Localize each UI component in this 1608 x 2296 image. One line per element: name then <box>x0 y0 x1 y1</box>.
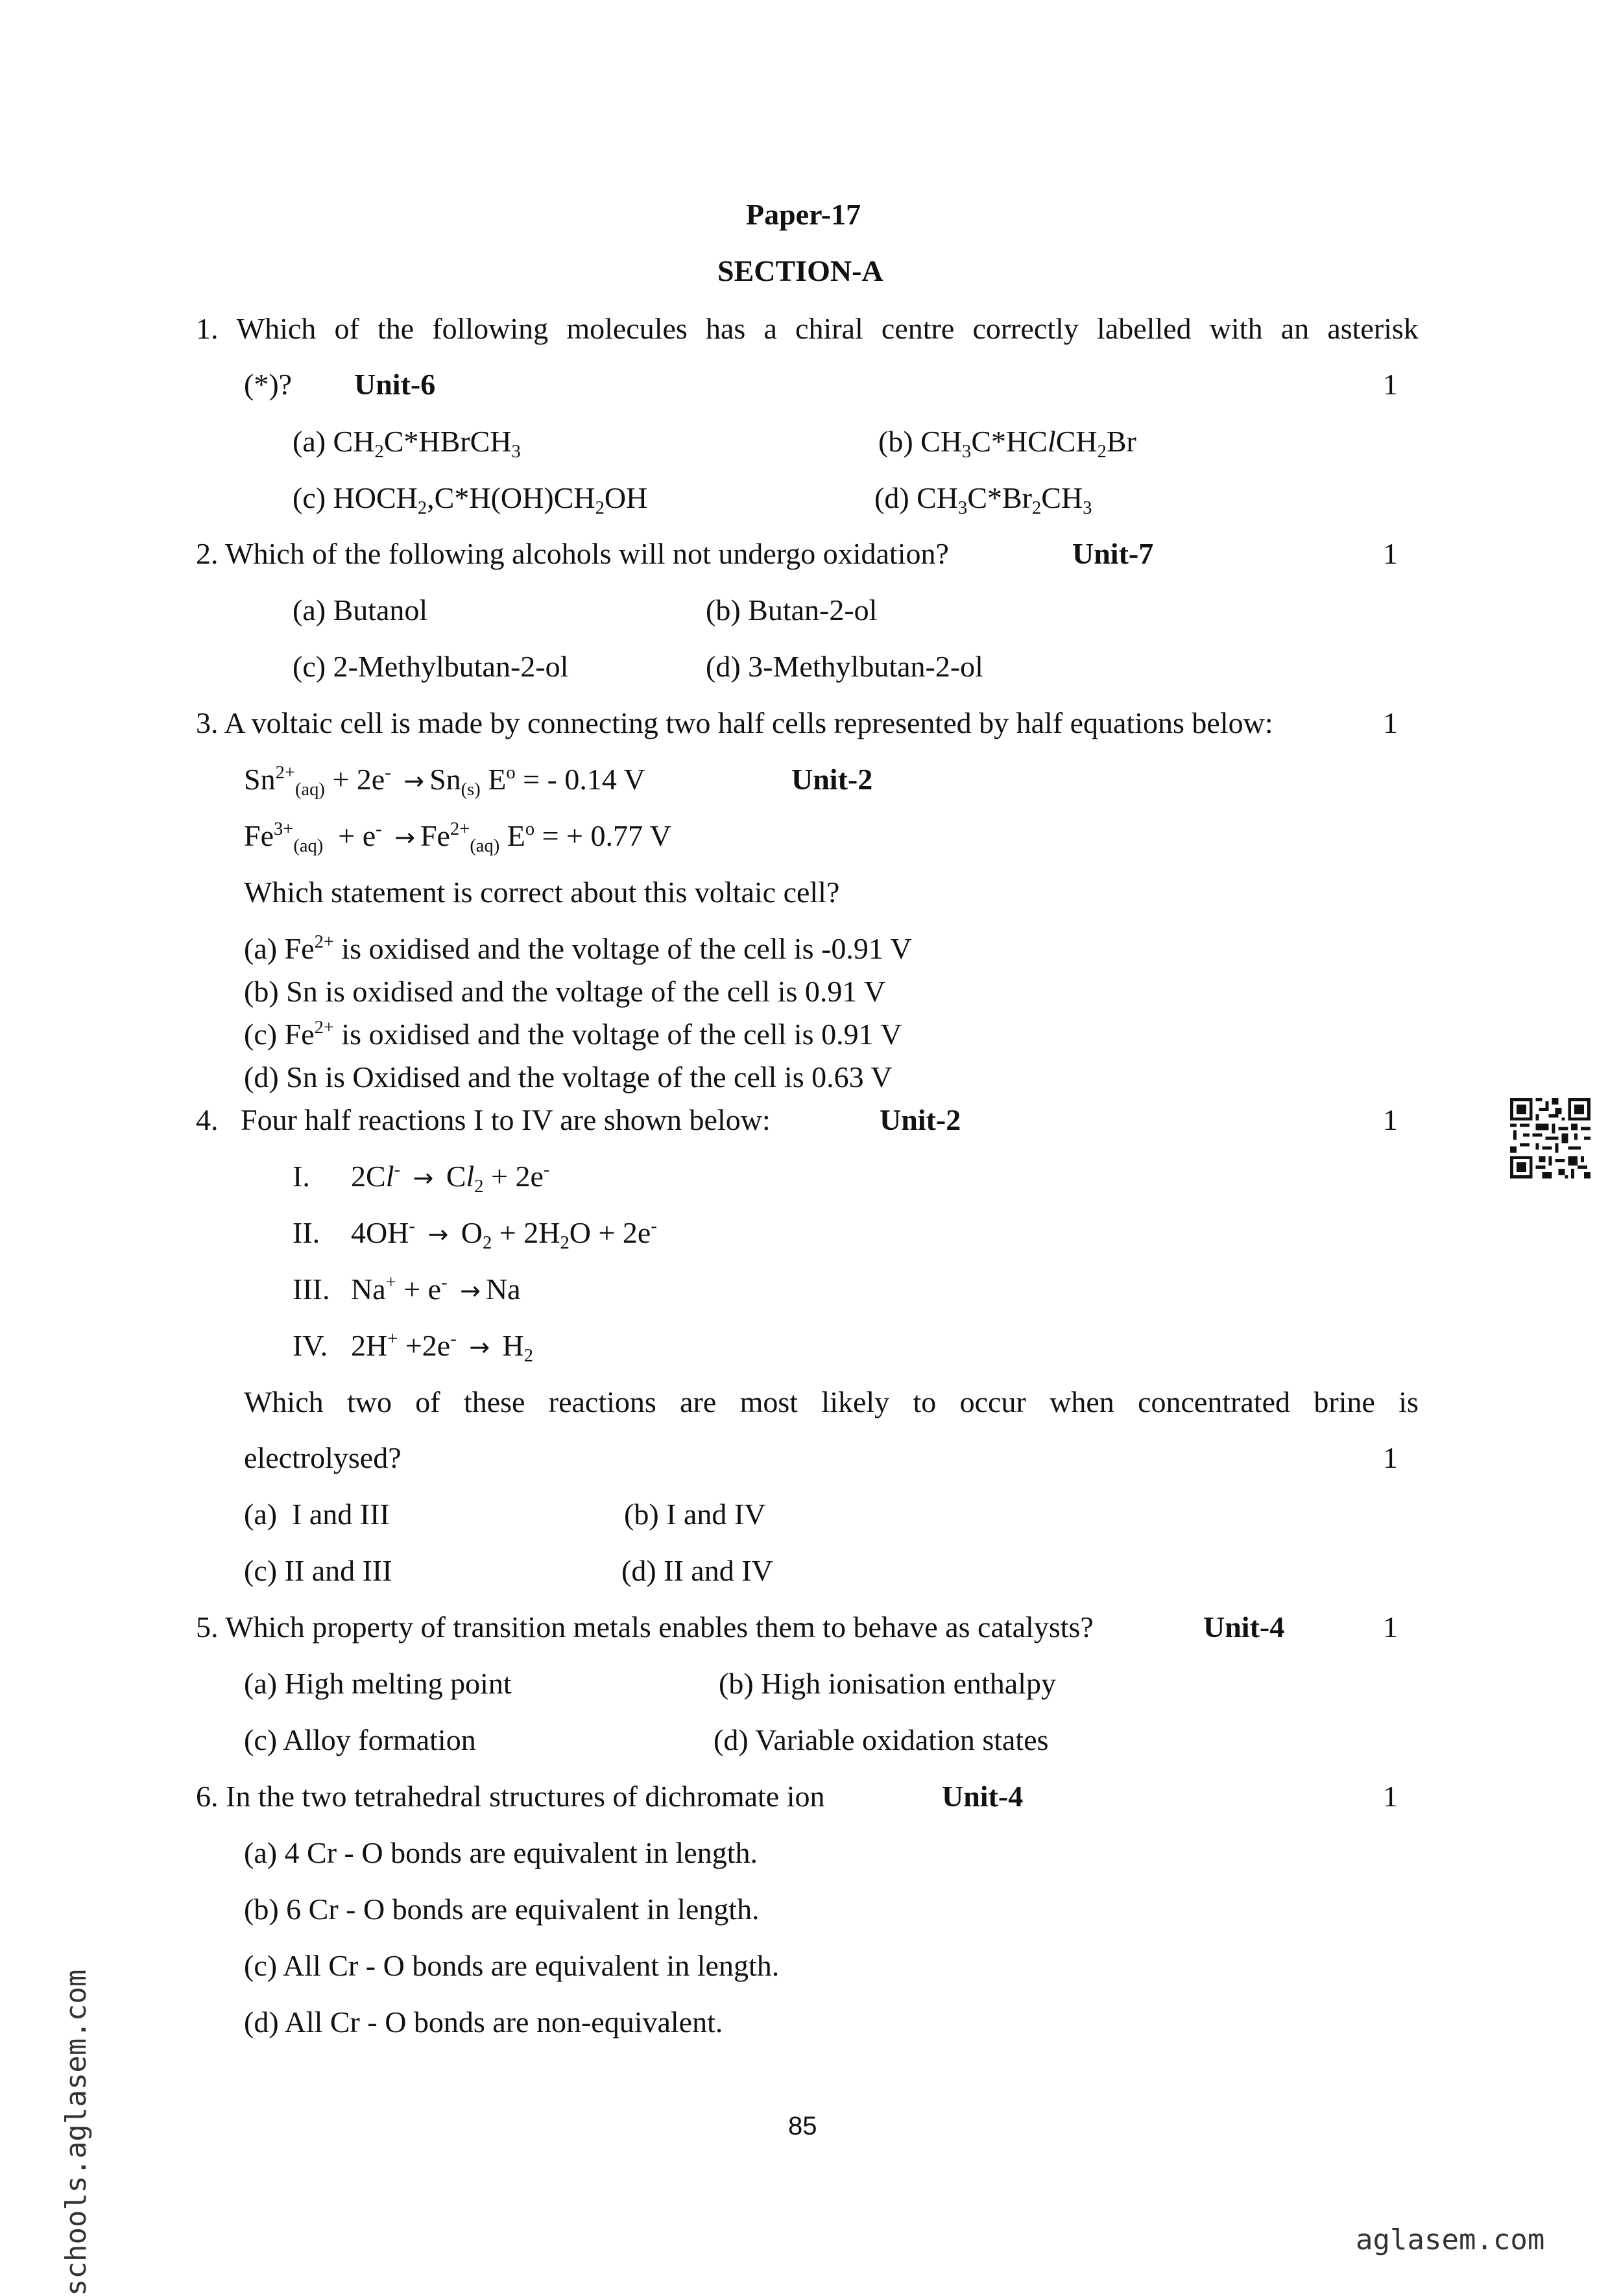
question-4-marks: 1 <box>1383 1103 1398 1136</box>
question-2-option-c: (c) 2-Methylbutan-2-ol <box>293 650 569 683</box>
question-1-marks: 1 <box>1383 368 1398 401</box>
question-2-option-d: (d) 3-Methylbutan-2-ol <box>706 650 983 683</box>
question-4-text: 4. Four half reactions I to IV are shown below: <box>196 1103 771 1136</box>
question-5-unit: Unit-4 <box>1203 1610 1285 1644</box>
question-2-unit: Unit-7 <box>1072 537 1154 570</box>
qr-code-icon[interactable] <box>1510 1098 1590 1178</box>
question-3-option-a: (a) $Fe^{2+}$ is oxidised and the voltage of the cell is -0.91 V <box>244 932 912 965</box>
half-equation-1: $Sn^{2+}_{(aq)} + 2e^- \to Sn_{(s)}$ $E^o$ = - 0.14 V <box>244 763 645 800</box>
question-1-option-a: (a) $CH_2C*HBrCH_3$ <box>293 425 521 462</box>
question-4-option-d: (d) II and IV <box>621 1554 773 1587</box>
question-4-unit: Unit-2 <box>880 1103 961 1136</box>
question-6-unit: Unit-4 <box>942 1780 1024 1813</box>
question-3-option-b: (b) Sn is oxidised and the voltage of the cell is 0.91 V <box>244 975 886 1008</box>
right-arrow-icon: → <box>460 1276 481 1305</box>
reaction-4-number: IV. <box>293 1329 328 1362</box>
page-number: 85 <box>788 2112 817 2140</box>
question-6-marks: 1 <box>1383 1780 1398 1813</box>
question-1-option-b: (b) $CH_3C*HClCH_2Br$ <box>878 425 1136 462</box>
question-2-marks: 1 <box>1383 537 1398 570</box>
reaction-2: $4OH^- \to O_2 + 2H_2O + 2e^-$ <box>351 1216 657 1254</box>
question-5-option-a: (a) High melting point <box>244 1667 512 1700</box>
question-1-unit: Unit-6 <box>354 368 436 401</box>
question-5-marks: 1 <box>1383 1610 1398 1644</box>
question-6-option-a: (a) 4 Cr - O bonds are equivalent in length. <box>244 1836 758 1869</box>
question-5-text: 5. Which property of transition metals enables them to behave as catalysts? <box>196 1610 1094 1644</box>
question-5-option-d: (d) Variable oxidation states <box>714 1723 1049 1756</box>
right-arrow-icon: → <box>427 1220 449 1249</box>
question-1-option-d: (d) $CH_3C*Br_2CH_3$ <box>874 481 1092 519</box>
question-2-text: 2. Which of the following alcohols will not undergo oxidation? <box>196 537 949 570</box>
half-equation-2: $Fe^{3+}_{(aq)} + e^- \to Fe^{2+}_{(aq)}$ $E^o$ = + 0.77 V <box>244 819 671 857</box>
question-4-option-c: (c) II and III <box>244 1554 392 1587</box>
reaction-1: $2Cl^- \to Cl_2 + 2e^-$ <box>351 1160 550 1197</box>
question-3-option-c: (c) $Fe^{2+}$ is oxidised and the voltage of the cell is 0.91 V <box>244 1018 902 1051</box>
question-4-option-b: (b) I and IV <box>624 1498 766 1531</box>
reaction-2-number: II. <box>293 1216 320 1249</box>
question-4-stem: Which two of these reactions are most likely to occur when concentrated brine is <box>244 1385 1419 1418</box>
question-1-text: 1. Which of the following molecules has a chiral centre correctly labelled with an asterisk <box>196 312 1419 345</box>
question-6-option-c: (c) All Cr - O bonds are equivalent in length. <box>244 1949 780 1982</box>
right-arrow-icon: → <box>394 823 415 852</box>
question-5-option-b: (b) High ionisation enthalpy <box>719 1667 1056 1700</box>
question-3-option-d: (d) Sn is Oxidised and the voltage of the cell is 0.63 V <box>244 1060 893 1094</box>
question-4-stem-continuation: electrolysed? <box>244 1441 402 1474</box>
question-1-continuation: (*)? <box>244 368 293 401</box>
right-arrow-icon: → <box>403 767 425 795</box>
reaction-4: $2H^+ +2e^- \to H_2$ <box>351 1329 534 1367</box>
question-3-unit: Unit-2 <box>791 763 873 796</box>
question-1-option-c: (c) $HOCH_2,C*H(OH)CH_2OH$ <box>293 481 648 519</box>
question-6-text: 6. In the two tetrahedral structures of dichromate ion <box>196 1780 825 1813</box>
corner-watermark: aglasem.com <box>1356 2223 1545 2256</box>
reaction-1-number: I. <box>293 1160 310 1193</box>
question-3-stem: Which statement is correct about this voltaic cell? <box>244 876 840 909</box>
right-arrow-icon: → <box>469 1333 490 1361</box>
question-6-option-b: (b) 6 Cr - O bonds are equivalent in length. <box>244 1893 760 1926</box>
side-watermark: schools.aglasem.com <box>60 1969 93 2296</box>
question-5-option-c: (c) Alloy formation <box>244 1723 476 1756</box>
question-3-text: 3. A voltaic cell is made by connecting two half cells represented by half equations below: <box>196 706 1273 739</box>
question-6-option-d: (d) All Cr - O bonds are non-equivalent. <box>244 2005 723 2039</box>
question-2-option-b: (b) Butan-2-ol <box>706 593 878 627</box>
section-title: SECTION-A <box>717 254 883 287</box>
reaction-3: Na+ + e- → Na <box>351 1273 521 1306</box>
right-arrow-icon: → <box>413 1164 434 1192</box>
question-4-stem-marks: 1 <box>1383 1441 1398 1474</box>
question-3-marks: 1 <box>1383 706 1398 739</box>
question-2-option-a: (a) Butanol <box>293 593 428 627</box>
reaction-3-number: III. <box>293 1273 330 1306</box>
question-4-option-a: (a) I and III <box>244 1498 390 1531</box>
paper-title: Paper-17 <box>746 198 861 231</box>
